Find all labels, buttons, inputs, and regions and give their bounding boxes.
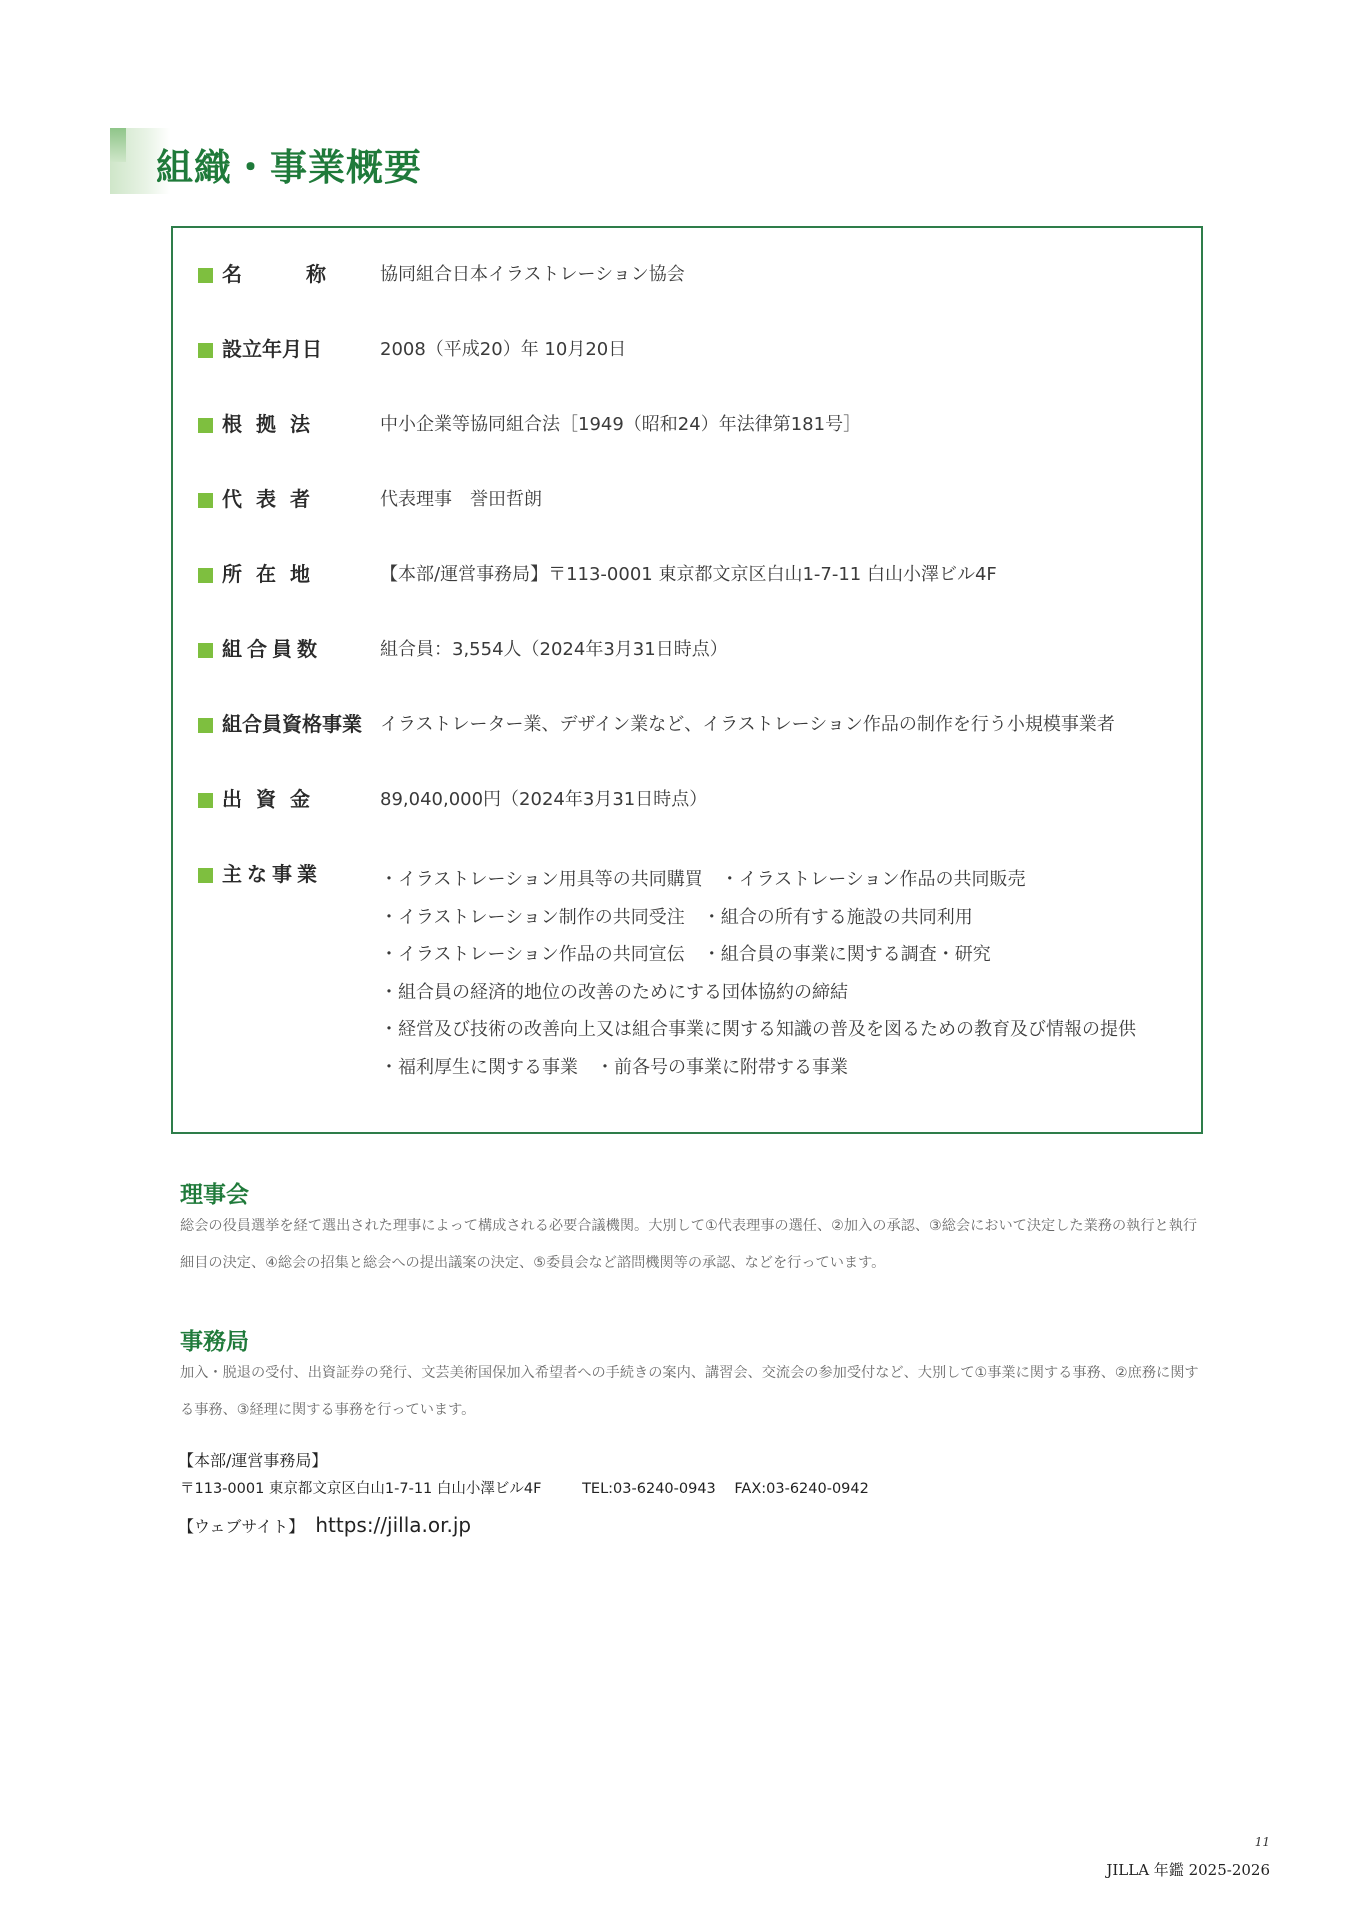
business-list-item: ・組合員の経済的地位の改善のためにする団体協約の締結 bbox=[380, 981, 848, 1003]
business-list-item: ・イラストレーション制作の共同受注 ・組合の所有する施設の共同利用 bbox=[380, 906, 973, 928]
info-row-representative bbox=[198, 483, 1191, 519]
page-number: 11 bbox=[1254, 1835, 1270, 1849]
info-value-capital: 89,040,000円（2024年3月31日時点） bbox=[380, 789, 708, 810]
info-label-capital: 出資金 bbox=[222, 787, 324, 811]
info-label-location: 所在地 bbox=[222, 562, 324, 586]
website-url: https://jilla.or.jp bbox=[315, 1513, 472, 1537]
business-list-item: ・イラストレーション用具等の共同購買 ・イラストレーション作品の共同販売 bbox=[380, 869, 1026, 890]
info-value-qualification: イラストレーター業、デザイン業など、イラストレーション作品の制作を行う小規模事業者 bbox=[380, 714, 1115, 735]
business-list-item: ・福利厚生に関する事業 ・前各号の事業に附帯する事業 bbox=[380, 1056, 848, 1078]
info-label-name-char: 名 bbox=[222, 262, 242, 286]
info-row-founded bbox=[198, 333, 1191, 369]
organization-info-box bbox=[171, 226, 1203, 1134]
info-label-name-char: 称 bbox=[306, 262, 326, 286]
info-row-members bbox=[198, 633, 1191, 669]
info-row-qualification bbox=[198, 708, 1191, 744]
office-fax: FAX:03-6240-0942 bbox=[734, 1481, 869, 1497]
bullet-square-icon bbox=[198, 643, 213, 658]
info-label-business: 主な事業 bbox=[222, 862, 322, 886]
bullet-square-icon bbox=[198, 493, 213, 508]
info-label-representative: 代表者 bbox=[222, 487, 324, 511]
board-heading: 理事会 bbox=[180, 1182, 249, 1208]
page-title: 組織・事業概要 bbox=[156, 146, 422, 189]
info-label-members: 組合員数 bbox=[222, 637, 322, 661]
info-label-founded: 設立年月日 bbox=[222, 337, 322, 361]
info-value-location: 【本部/運営事務局】〒113-0001 東京都文京区白山1-7-11 白山小澤ビル4F bbox=[380, 564, 997, 585]
info-value-name: 協同組合日本イラストレーション協会 bbox=[380, 264, 685, 285]
business-list bbox=[380, 861, 1136, 1086]
bullet-square-icon bbox=[198, 718, 213, 733]
office-address-line bbox=[180, 1477, 869, 1501]
info-row-location bbox=[198, 558, 1191, 594]
info-row-name bbox=[198, 258, 1191, 294]
info-row-business bbox=[198, 858, 1191, 1098]
info-value-law: 中小企業等協同組合法［1949（昭和24）年法律第181号］ bbox=[380, 414, 862, 435]
office-tel: TEL:03-6240-0943 bbox=[582, 1481, 716, 1497]
secretariat-description: 加入・脱退の受付、出資証券の発行、文芸美術国保加入希望者への手続きの案内、講習会、交流会の参加受付など、大別して①事業に関する事務、②庶務に関する事務、③経理に関する事務を行っています。 bbox=[180, 1365, 1199, 1418]
business-list-item: ・イラストレーション作品の共同宣伝 ・組合員の事業に関する調査・研究 bbox=[380, 944, 991, 965]
info-row-capital bbox=[198, 783, 1191, 819]
secretariat-heading: 事務局 bbox=[180, 1329, 249, 1355]
bullet-square-icon bbox=[198, 343, 213, 358]
website-label: 【ウェブサイト】 bbox=[178, 1517, 305, 1536]
business-list-item: ・経営及び技術の改善向上又は組合事業に関する知識の普及を図るための教育及び情報の提供 bbox=[380, 1019, 1136, 1040]
info-label-qualification: 組合員資格事業 bbox=[222, 712, 362, 736]
info-label-law: 根拠法 bbox=[222, 412, 324, 436]
office-address: 〒113-0001 東京都文京区白山1-7-11 白山小澤ビル4F bbox=[180, 1481, 542, 1497]
bullet-square-icon bbox=[198, 793, 213, 808]
info-value-founded: 2008（平成20）年 10月20日 bbox=[380, 339, 627, 360]
bullet-square-icon bbox=[198, 418, 213, 433]
bullet-square-icon bbox=[198, 568, 213, 583]
bullet-square-icon bbox=[198, 868, 213, 883]
info-label-name bbox=[222, 260, 326, 288]
bullet-square-icon bbox=[198, 268, 213, 283]
info-value-representative: 代表理事 誉田哲朗 bbox=[380, 489, 542, 510]
website-line bbox=[178, 1511, 471, 1541]
office-label: 【本部/運営事務局】 bbox=[178, 1451, 328, 1470]
info-value-members: 組合員：3,554人（2024年3月31日時点） bbox=[380, 639, 728, 660]
info-row-law bbox=[198, 408, 1191, 444]
board-description: 総会の役員選挙を経て選出された理事によって構成される必要合議機関。大別して①代表理事の選任、②加入の承認、③総会において決定した業務の執行と執行細目の決定、④総会の招集と総会への提出議案の決定、⑤委員会など諮問機関等の承認、などを行っています。 bbox=[180, 1218, 1198, 1271]
publication-footer: JILLA 年鑑 2025-2026 bbox=[1106, 1861, 1270, 1879]
